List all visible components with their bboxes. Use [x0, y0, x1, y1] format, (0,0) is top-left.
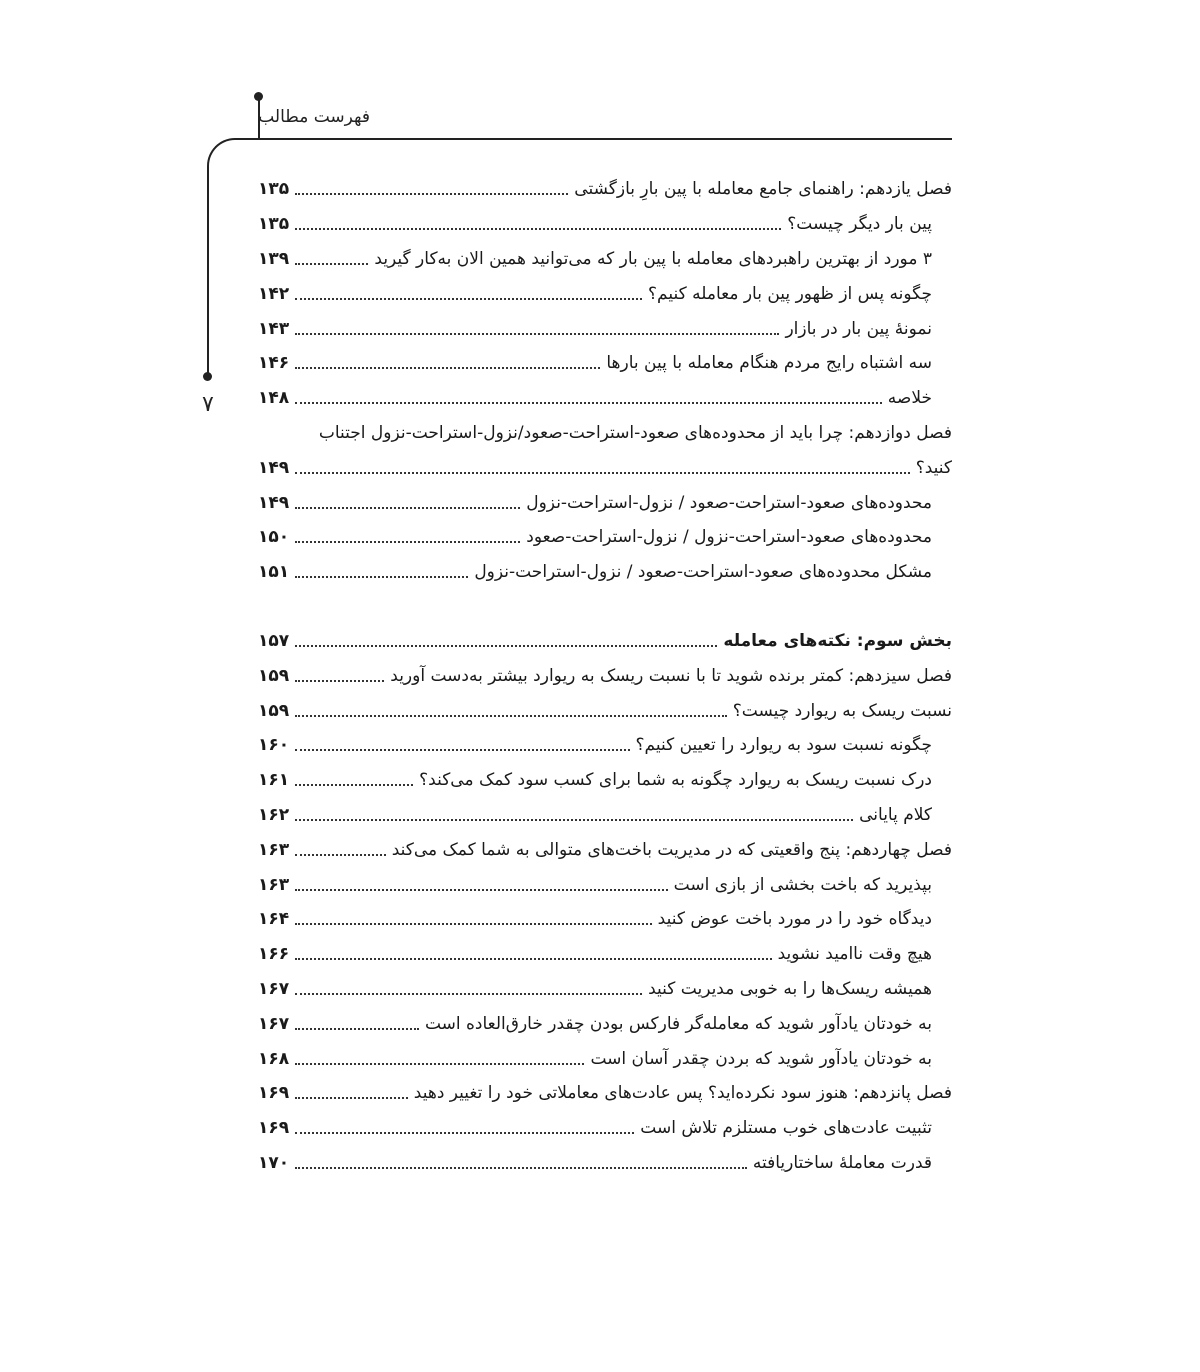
toc-dot-leader — [295, 1063, 584, 1065]
toc-entry[interactable] — [258, 658, 952, 693]
toc-entry[interactable] — [258, 311, 952, 346]
toc-entry-page-number: ۱۵۹ — [258, 665, 290, 686]
toc-dot-leader — [295, 993, 642, 995]
toc-entry-title: دیدگاه خود را در مورد باخت عوض کنید — [657, 909, 932, 930]
toc-entry-title: تثبیت عادت‌های خوب مستلزم تلاش است — [640, 1118, 932, 1139]
toc-entry-page-number: ۱۶۱ — [258, 770, 290, 791]
toc-dot-leader — [295, 298, 642, 300]
toc-entry[interactable] — [258, 1076, 952, 1111]
toc-entry-page-number: ۱۴۲ — [258, 283, 290, 304]
toc-entry-page-number: ۱۶۸ — [258, 1048, 290, 1069]
toc-dot-leader — [295, 333, 779, 335]
toc-dot-leader — [295, 367, 600, 369]
toc-dot-leader — [295, 228, 781, 230]
toc-dot-leader — [295, 819, 853, 821]
toc-entry-page-number: ۱۶۳ — [258, 874, 290, 895]
toc-entry[interactable] — [258, 867, 952, 902]
toc-entry-page-number: ۱۴۸ — [258, 388, 290, 409]
toc-entry-page-number: ۱۶۹ — [258, 1083, 290, 1104]
toc-entry-title: فصل پانزدهم: هنوز سود نکرده‌اید؟ پس عادت‌های معاملاتی خود را تغییر دهید — [413, 1083, 952, 1104]
toc-entry-page-number: ۱۳۹ — [258, 248, 290, 269]
toc-entry-title: نمونهٔ پین بار در بازار — [785, 318, 932, 339]
toc-entry-page-number: ۱۵۱ — [258, 562, 290, 583]
toc-entry[interactable] — [258, 1111, 952, 1146]
toc-entry[interactable] — [258, 381, 952, 416]
toc-entry-title: بپذیرید که باخت بخشی از بازی است — [673, 874, 932, 895]
toc-entry[interactable] — [258, 728, 952, 763]
header-rule-dot — [254, 92, 263, 101]
toc-dot-leader — [295, 1097, 408, 1099]
toc-dot-leader — [295, 923, 652, 925]
toc-entry-page-number: ۱۴۳ — [258, 318, 290, 339]
toc-dot-leader — [295, 749, 629, 751]
toc-entry[interactable] — [258, 520, 952, 555]
toc-entry-page-number: ۱۶۷ — [258, 1013, 290, 1034]
toc-entry-page-number: ۱۵۷ — [258, 630, 290, 651]
toc-entry-title: پین بار دیگر چیست؟ — [787, 214, 932, 235]
toc-entry-page-number: ۱۶۲ — [258, 804, 290, 825]
toc-dot-leader — [295, 402, 882, 404]
toc-dot-leader — [295, 958, 771, 960]
toc-dot-leader — [295, 854, 386, 856]
toc-entry-page-number: ۱۷۰ — [258, 1152, 290, 1173]
toc-entry[interactable] — [258, 207, 952, 242]
toc-entry-page-number: ۱۴۹ — [258, 492, 290, 513]
toc-entry-page-number: ۱۳۵ — [258, 179, 290, 200]
toc-dot-leader — [295, 1028, 419, 1030]
toc-entry-title: درک نسبت ریسک به ریوارد چگونه به شما برای کسب سود کمک می‌کند؟ — [419, 770, 932, 791]
toc-entry-title: خلاصه — [887, 388, 932, 409]
toc-entry[interactable] — [258, 937, 952, 972]
toc-entry[interactable] — [258, 346, 952, 381]
toc-entry-title: فصل سیزدهم: کمتر برنده شوید تا با نسبت ریسک به ریوارد بیشتر به‌دست آورید — [390, 665, 952, 686]
toc-entry[interactable] — [258, 485, 952, 520]
toc-entry-title: قدرت معاملهٔ ساختاریافته — [752, 1152, 932, 1173]
toc-entry-title: نسبت ریسک به ریوارد چیست؟ — [732, 700, 952, 721]
toc-entry[interactable] — [258, 242, 952, 277]
toc-entry[interactable] — [258, 624, 952, 659]
toc-entry-title: محدوده‌های صعود-استراحت-نزول / نزول-استراحت-صعود — [526, 527, 932, 548]
toc-entry-title: ۳ مورد از بهترین راهبردهای معامله با پین بار که می‌توانید همین الان به‌کار گیرید — [374, 248, 932, 269]
toc-entry-page-number: ۱۶۹ — [258, 1118, 290, 1139]
toc-entry[interactable] — [258, 902, 952, 937]
toc-entry[interactable] — [258, 693, 952, 728]
toc-entry-title: سه اشتباه رایج مردم هنگام معامله با پین بارها — [606, 353, 932, 374]
toc-dot-leader — [295, 193, 568, 195]
side-rule-dot — [203, 372, 212, 381]
toc-entry[interactable] — [258, 1146, 952, 1181]
header-horizontal-rule — [236, 138, 952, 140]
toc-entry-page-number: ۱۴۹ — [258, 457, 290, 478]
toc-entry-title: کلام پایانی — [859, 804, 932, 825]
toc-entry-title: مشکل محدوده‌های صعود-استراحت-صعود / نزول-استراحت-نزول — [474, 562, 932, 583]
toc-entry[interactable] — [258, 276, 952, 311]
toc-entry[interactable] — [258, 1041, 952, 1076]
toc-dot-leader — [295, 263, 368, 265]
toc-entry-page-number: ۱۶۰ — [258, 735, 290, 756]
toc-entry[interactable] — [258, 1006, 952, 1041]
toc-entry[interactable] — [258, 450, 952, 485]
toc-entry-title: کنید؟ — [915, 457, 952, 478]
toc-entry-page-number: ۱۵۰ — [258, 527, 290, 548]
toc-dot-leader — [295, 1167, 747, 1169]
side-vertical-rule — [207, 166, 209, 374]
toc-entry-title: همیشه ریسک‌ها را به خوبی مدیریت کنید — [648, 978, 932, 999]
toc-entry-page-number: ۱۵۹ — [258, 700, 290, 721]
toc-entry-page-number: ۱۶۴ — [258, 909, 290, 930]
toc-entry-page-number: ۱۶۳ — [258, 839, 290, 860]
toc-entry-page-number: ۱۶۷ — [258, 978, 290, 999]
toc-dot-leader — [295, 889, 668, 891]
page-number: ۷ — [202, 392, 214, 417]
toc-entry-title: چگونه پس از ظهور پین بار معامله کنیم؟ — [648, 283, 932, 304]
toc-dot-leader — [295, 472, 910, 474]
toc-entry-title: چگونه نسبت سود به ریوارد را تعیین کنیم؟ — [635, 735, 932, 756]
toc-entry-title: به خودتان یادآور شوید که معامله‌گر فارکس بودن چقدر خارق‌العاده است — [424, 1013, 932, 1034]
toc-dot-leader — [295, 541, 520, 543]
toc-entry[interactable] — [258, 555, 952, 590]
toc-dot-leader — [295, 507, 520, 509]
toc-dot-leader — [295, 680, 384, 682]
toc-entry-page-number: ۱۴۶ — [258, 353, 290, 374]
toc-entry-title: فصل یازدهم: راهنمای جامع معامله با پین بارِ بازگشتی — [574, 179, 952, 200]
table-of-contents — [258, 172, 952, 1180]
toc-entry[interactable] — [258, 172, 952, 207]
toc-dot-leader — [295, 715, 727, 717]
toc-entry[interactable] — [258, 798, 952, 833]
toc-entry[interactable] — [258, 763, 952, 798]
toc-entry-title-line: فصل دوازدهم: چرا باید از محدوده‌های صعود-استراحت-صعود/نزول-استراحت-نزول اجتناب — [318, 422, 952, 443]
toc-entry-title: هیچ وقت ناامید نشوید — [777, 944, 932, 965]
frame-corner — [207, 138, 239, 170]
toc-entry-title: محدوده‌های صعود-استراحت-صعود / نزول-استراحت-نزول — [526, 492, 932, 513]
toc-entry[interactable] — [258, 832, 952, 867]
toc-entry-title: فصل چهاردهم: پنج واقعیتی که در مدیریت باخت‌های متوالی به شما کمک می‌کند — [391, 839, 952, 860]
toc-entry-page-number: ۱۶۶ — [258, 944, 290, 965]
toc-entry[interactable] — [258, 972, 952, 1007]
toc-dot-leader — [295, 645, 717, 647]
toc-dot-leader — [295, 1132, 634, 1134]
toc-dot-leader — [295, 576, 468, 578]
page-header-title: فهرست مطالب — [258, 107, 370, 127]
toc-entry-title: بخش سوم: نکته‌های معامله — [723, 630, 952, 651]
toc-entry-title: به خودتان یادآور شوید که بردن چقدر آسان است — [590, 1048, 932, 1069]
toc-entry-page-number: ۱۳۵ — [258, 214, 290, 235]
toc-dot-leader — [295, 784, 413, 786]
